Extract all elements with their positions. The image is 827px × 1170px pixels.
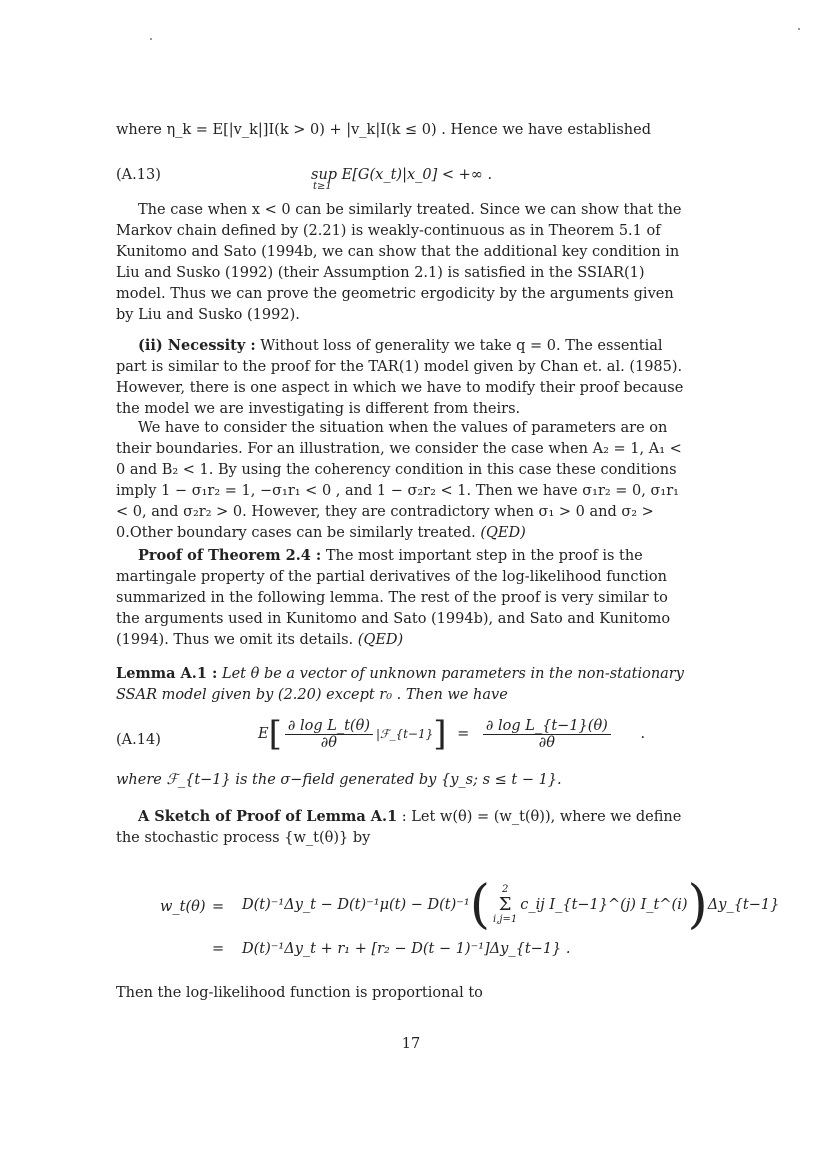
scan-speck xyxy=(150,38,152,40)
equation-label: (A.14) xyxy=(116,732,161,748)
sketch-text: : Let w(θ) = (w_t(θ)), where we define the stochastic process {w_t(θ)} by xyxy=(116,809,682,846)
where-line: where ℱ_{t−1} is the σ−field generated by {y_s; s ≤ t − 1}. xyxy=(116,772,562,788)
theorem-proof-heading: Proof of Theorem 2.4 : xyxy=(138,547,322,564)
sketch-paragraph xyxy=(116,806,691,849)
equation-subscript: t≥1 xyxy=(313,181,332,192)
lemma-text: Let θ be a vector of unknown parameters in the non-stationary SSAR model given by (2.20) except r₀ . Then we have xyxy=(116,666,684,703)
qed-mark: (QED) xyxy=(357,632,404,648)
equation-a14 xyxy=(116,714,691,768)
necessity-heading: (ii) Necessity : xyxy=(138,337,256,354)
intro-line: where η_k = E[|v_k|]I(k > 0) + |v_k|I(k ≤ 0) . Hence we have established xyxy=(116,122,652,138)
qed-mark: (QED) xyxy=(480,525,526,541)
equation-body: E[ $\frac{\text{∂ log L\_t(θ)}}{\partial\theta}$ |ℱ_{t−1}] = $\frac{\text{∂ log L\_\{t−1\}(θ)}}{\partial\theta}$ . xyxy=(258,714,646,754)
paragraph-1: The case when x < 0 can be similarly treated. Since we can show that the Markov chain defined by (2.21) is weakly-continuous as in Theorem 5.1 of Kunitomo and Sato (1994b, we can show that the additional key condition in Liu and Susko (1992) (their Assumption 2.1) is satisfied in the SSIAR(1) model. Thus we can prove the geometric ergodicity by the arguments given by Liu and Susko (1992). xyxy=(116,202,682,323)
page-number: 17 xyxy=(401,1036,421,1052)
conditioning: |ℱ_{t−1} xyxy=(375,727,434,741)
necessity-text: Without loss of generality we take q = 0. The essential part is similar to the proof for the TAR(1) model given by Chan et. al. (1985). However, there is one aspect in which we have to modify their proof because the model we are investigating is different from theirs. xyxy=(116,338,684,417)
rhs-fraction: $\frac{\text{∂ log L\_\{t−1\}(θ)}}{\partial\theta}$ xyxy=(483,718,611,751)
equation-w: w_t(θ) = D(t)⁻¹Δy_t − D(t)⁻¹μ(t) − D(t)⁻¹( 2 Σ i,j=1 c_ij I_{t−1}^(j) I_t^(i))Δy_{t−1} = D(t)⁻¹Δy_t + r₁ + [r₂ − D(t − 1)⁻¹]Δy_{t−1} . xyxy=(160,875,780,957)
boundary-text: We have to consider the situation when the values of parameters are on their boundaries. For an illustration, we consider the case when A₂ = 1, A₁ < 0 and B₂ < 1. By using the coherency condition in this case these conditions imply 1 − σ₁r₂ = 1, −σ₁r₁ < 0 , and 1 − σ₂r₂ < 1. Then we have σ₁r₂ = 0, σ₁r₁ < 0, and σ₂r₂ > 0. However, they are contradictory when σ₁ > 0 and σ₂ > 0.Other boundary cases can be similarly treated. xyxy=(116,420,682,541)
equation-row-1: D(t)⁻¹Δy_t − D(t)⁻¹μ(t) − D(t)⁻¹( 2 Σ i,j=1 c_ij I_{t−1}^(j) I_t^(i))Δy_{t−1} xyxy=(242,875,780,935)
equation-lhs: w_t(θ) xyxy=(160,899,206,915)
paragraph-2 xyxy=(116,335,691,420)
scan-speck xyxy=(798,28,800,30)
lemma-a1 xyxy=(116,663,691,706)
equation-label: (A.13) xyxy=(116,167,161,183)
paragraph-4 xyxy=(116,545,691,651)
equation-row-2: D(t)⁻¹Δy_t + r₁ + [r₂ − D(t − 1)⁻¹]Δy_{t−1} . xyxy=(242,941,571,957)
final-line: Then the log-likelihood function is proportional to xyxy=(116,985,483,1001)
theorem-proof-text: The most important step in the proof is the martingale property of the partial derivatives of the log-likelihood function summarized in the following lemma. The rest of the proof is very similar to the arguments used in Kunitomo and Sato (1994b), and Sato and Kunitomo (1994). Thus we omit its details. xyxy=(116,548,671,648)
lemma-heading: Lemma A.1 : xyxy=(116,665,218,682)
expectation-symbol: E xyxy=(258,726,269,742)
paragraph-3 xyxy=(116,418,691,544)
lhs-fraction: $\frac{\text{∂ log L\_t(θ)}}{\partial\theta}$ xyxy=(285,718,373,751)
equation-body: sup E[G(x_t)|x_0] < +∞ . xyxy=(311,167,493,183)
sketch-heading: A Sketch of Proof of Lemma A.1 xyxy=(138,808,398,825)
summation: 2 Σ i,j=1 xyxy=(493,884,518,925)
